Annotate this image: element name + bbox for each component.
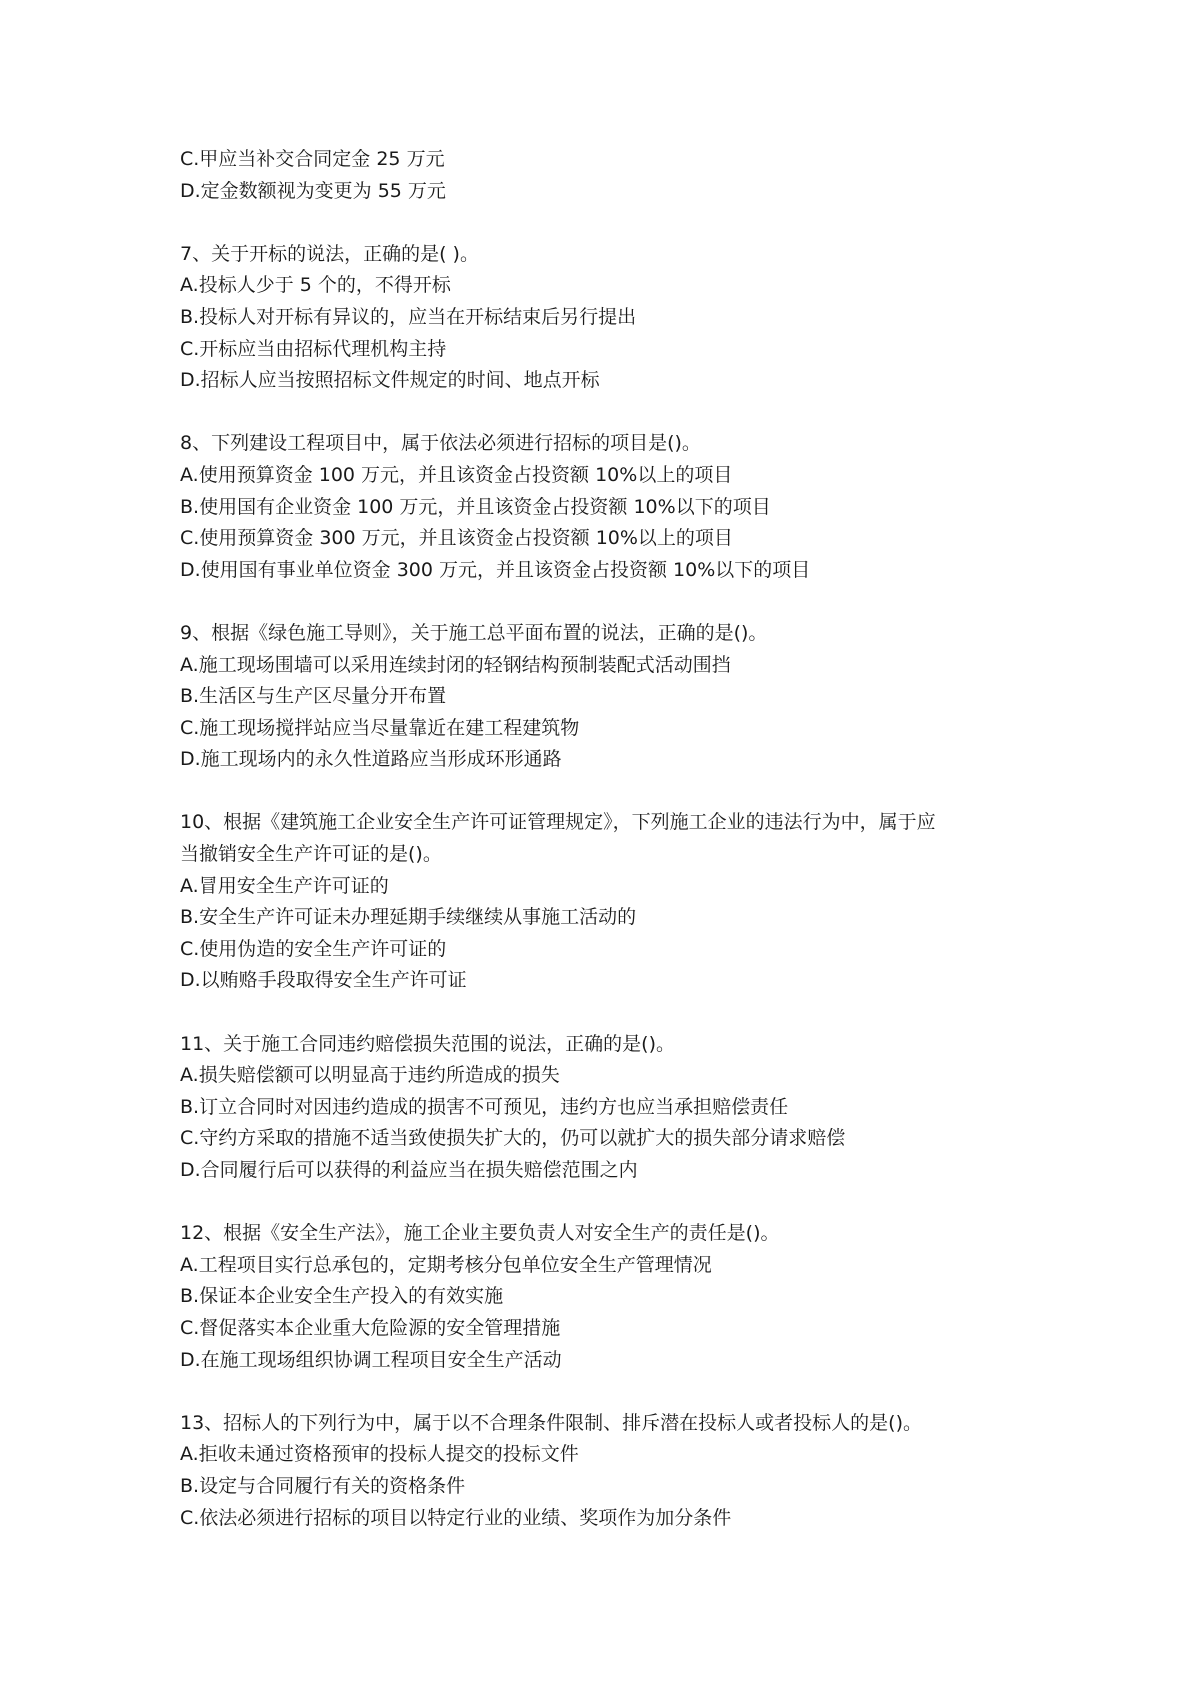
option-d: D.使用国有事业单位资金 300 万元，并且该资金占投资额 10%以下的项目 [180, 558, 811, 581]
option-a: A.损失赔偿额可以明显高于违约所造成的损失 [180, 1064, 560, 1087]
spacer [180, 586, 1040, 618]
question-stem: 9、根据《绿色施工导则》，关于施工总平面布置的说法，正确的是()。 [180, 621, 768, 644]
option-a: A.拒收未通过资格预审的投标人提交的投标文件 [180, 1443, 579, 1466]
option-b: B.设定与合同履行有关的资格条件 [180, 1474, 466, 1497]
question-10 [180, 807, 1040, 997]
option-c: C.守约方采取的措施不适当致使损失扩大的，仍可以就扩大的损失部分请求赔偿 [180, 1127, 846, 1150]
spacer [180, 1376, 1040, 1408]
option-d: D.招标人应当按照招标文件规定的时间、地点开标 [180, 369, 600, 392]
option-a: A.冒用安全生产许可证的 [180, 874, 389, 897]
option-d: D.合同履行后可以获得的利益应当在损失赔偿范围之内 [180, 1159, 638, 1181]
question-stem: 12、根据《安全生产法》，施工企业主要负责人对安全生产的责任是()。 [180, 1222, 780, 1245]
question-stem: 13、招标人的下列行为中，属于以不合理条件限制、排斥潜在投标人或者投标人的是()。 [180, 1411, 923, 1434]
option-c: C.使用伪造的安全生产许可证的 [180, 937, 447, 960]
option-b: B.保证本企业安全生产投入的有效实施 [180, 1285, 504, 1308]
option-c: C.依法必须进行招标的项目以特定行业的业绩、奖项作为加分条件 [180, 1506, 732, 1529]
question-stem-line-2: 当撤销安全生产许可证的是()。 [180, 843, 442, 866]
option-b: B.订立合同时对因违约造成的损害不可预见，违约方也应当承担赔偿责任 [180, 1095, 789, 1118]
spacer [180, 997, 1040, 1029]
option-c: C.施工现场搅拌站应当尽量靠近在建工程建筑物 [180, 716, 580, 739]
question-stem: 7、关于开标的说法，正确的是( )。 [180, 242, 479, 265]
option-d: D.施工现场内的永久性道路应当形成环形通路 [180, 748, 562, 771]
option-c: C.使用预算资金 300 万元，并且该资金占投资额 10%以上的项目 [180, 527, 733, 550]
option-d: D.在施工现场组织协调工程项目安全生产活动 [180, 1348, 562, 1371]
question-8 [180, 428, 1040, 586]
option-a: A.使用预算资金 100 万元，并且该资金占投资额 10%以上的项目 [180, 463, 733, 486]
question-13 [180, 1408, 1040, 1534]
document-page [180, 144, 1040, 1534]
option-b: B.投标人对开标有异议的，应当在开标结束后另行提出 [180, 305, 637, 328]
question-stem-line-1: 10、根据《建筑施工企业安全生产许可证管理规定》，下列施工企业的违法行为中，属于应 [180, 811, 936, 834]
question-stem: 11、关于施工合同违约赔偿损失范围的说法，正确的是()。 [180, 1032, 676, 1055]
question-7 [180, 239, 1040, 397]
question-12 [180, 1218, 1040, 1376]
option-a: A.施工现场围墙可以采用连续封闭的轻钢结构预制装配式活动围挡 [180, 653, 731, 676]
spacer [180, 207, 1040, 239]
option-a: A.工程项目实行总承包的，定期考核分包单位安全生产管理情况 [180, 1253, 712, 1276]
spacer [180, 397, 1040, 429]
option-c: C.督促落实本企业重大危险源的安全管理措施 [180, 1316, 561, 1339]
question-11 [180, 1029, 1040, 1187]
option-d: D.以贿赂手段取得安全生产许可证 [180, 969, 467, 992]
option-b: B.生活区与生产区尽量分开布置 [180, 685, 447, 708]
option-c: C.开标应当由招标代理机构主持 [180, 337, 447, 360]
option-c: C.甲应当补交合同定金 25 万元 [180, 148, 445, 170]
option-d: D.定金数额视为变更为 55 万元 [180, 179, 446, 202]
option-a: A.投标人少于 5 个的，不得开标 [180, 274, 451, 297]
option-b: B.使用国有企业资金 100 万元，并且该资金占投资额 10%以下的项目 [180, 495, 771, 518]
previous-question-options [180, 144, 1040, 207]
spacer [180, 1187, 1040, 1219]
question-stem: 8、下列建设工程项目中，属于依法必须进行招标的项目是()。 [180, 432, 701, 455]
spacer [180, 776, 1040, 808]
option-b: B.安全生产许可证未办理延期手续继续从事施工活动的 [180, 906, 637, 929]
question-9 [180, 618, 1040, 776]
